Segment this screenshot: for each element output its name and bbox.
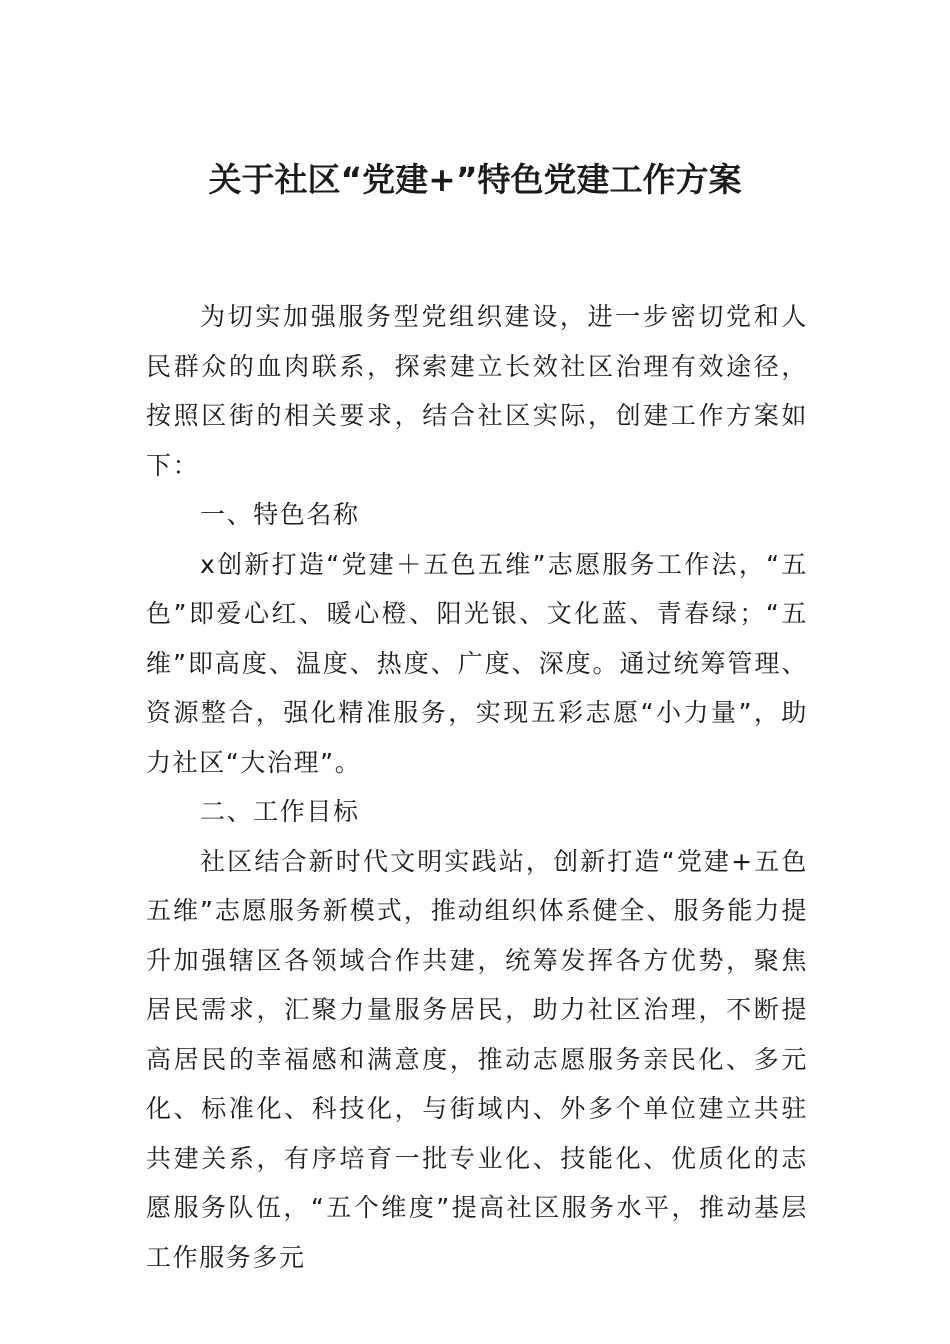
- document-title: 关于社区“党建+”特色党建工作方案: [208, 160, 742, 199]
- section-heading-work-goals: 二、工作目标: [200, 797, 360, 826]
- work-goals-paragraph: 社区结合新时代文明实践站，创新打造“党建+五色五维”志愿服务新模式，推动组织体系健全、服务能力提升加强辖区各领域合作共建，统筹发挥各方优势，聚焦居民需求，汇聚力量服务居民，助力社区治理，不断提高居民的幸福感和满意度，推动志愿服务亲民化、多元化、标准化、科技化，与街域内、外多个单位建立共驻共建关系，有序培育一批专业化、技能化、优质化的志愿服务队伍，“五个维度”提高社区服务水平，推动基层工作服务多元: [146, 846, 808, 1272]
- section-heading-feature-name: 一、特色名称: [200, 500, 360, 529]
- intro-paragraph: 为切实加强服务型党组织建设，进一步密切党和人民群众的血肉联系，探索建立长效社区治理有效途径，按照区街的相关要求，结合社区实际，创建工作方案如下：: [146, 302, 808, 480]
- document-body: [146, 292, 808, 1282]
- feature-name-paragraph: x创新打造“党建＋五色五维”志愿服务工作法，“五色”即爱心红、暖心橙、阳光银、文化蓝、青春绿；“五维”即高度、温度、热度、广度、深度。通过统筹管理、资源整合，强化精准服务，实现五彩志愿“小力量”，助力社区“大治理”。: [146, 549, 808, 777]
